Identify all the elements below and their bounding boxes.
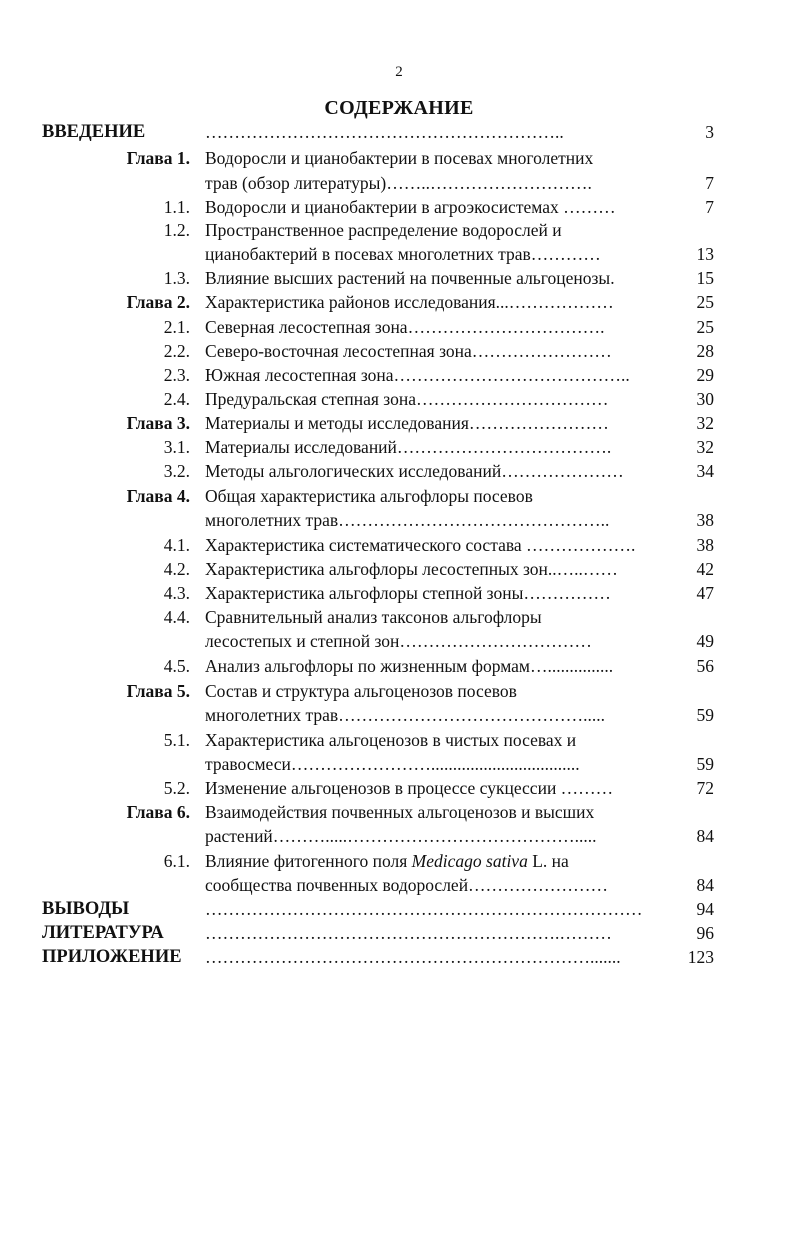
toc-s44-title: Сравнительный анализ таксонов альгофлоры bbox=[205, 607, 542, 627]
toc-s51-number: 5.1. bbox=[163, 730, 190, 750]
toc-ch3-number: Глава 3. bbox=[126, 413, 190, 433]
toc-ch5-number: Глава 5. bbox=[126, 681, 190, 701]
toc-s61-title-pre: Влияние фитогенного поля bbox=[205, 851, 412, 871]
toc-s44-number: 4.4. bbox=[163, 607, 190, 627]
toc-appendix-label: ПРИЛОЖЕНИЕ bbox=[42, 947, 182, 967]
toc-s21-title: Северная лесостепная зона……………………………. bbox=[205, 317, 605, 337]
toc-ch4-page: 38 bbox=[696, 510, 714, 530]
toc-s42-page: 42 bbox=[696, 559, 714, 579]
toc-s13-page: 15 bbox=[696, 268, 714, 288]
toc-literature-dots: …………………………………………………….……… bbox=[205, 923, 612, 943]
toc-s22-number: 2.2. bbox=[163, 341, 190, 361]
toc-s61-title bbox=[205, 850, 569, 872]
toc-s24-title: Предуральская степная зона…………………………… bbox=[205, 389, 609, 409]
toc-conclusions-dots: ………………………………………………………………… bbox=[205, 899, 643, 919]
toc-s51-title-cont: травосмеси…………………….................................. bbox=[205, 754, 580, 774]
toc-appendix-page: 123 bbox=[687, 947, 714, 967]
toc-s21-number: 2.1. bbox=[163, 317, 190, 337]
toc-ch3-page: 32 bbox=[696, 413, 714, 433]
toc-s12-title-cont: цианобактерий в посевах многолетних трав………… bbox=[205, 244, 601, 264]
toc-s51-page: 59 bbox=[696, 754, 714, 774]
toc-s41-page: 38 bbox=[696, 535, 714, 555]
toc-ch3-title: Материалы и методы исследования…………………… bbox=[205, 413, 609, 433]
toc-s23-title: Южная лесостепная зона………………………………….. bbox=[205, 365, 630, 385]
toc-s22-page: 28 bbox=[696, 341, 714, 361]
toc-s43-page: 47 bbox=[696, 583, 714, 603]
toc-s41-number: 4.1. bbox=[163, 535, 190, 555]
toc-s24-number: 2.4. bbox=[163, 389, 190, 409]
toc-s21-page: 25 bbox=[696, 317, 714, 337]
toc-s45-number: 4.5. bbox=[163, 656, 190, 676]
toc-s45-title: Анализ альгофлоры по жизненным формам…............... bbox=[205, 656, 614, 676]
toc-s32-title: Методы альгологических исследований………………… bbox=[205, 461, 624, 481]
toc-s11-number: 1.1. bbox=[163, 197, 190, 217]
toc-ch6-page: 84 bbox=[696, 826, 714, 846]
toc-s31-number: 3.1. bbox=[163, 437, 190, 457]
toc-s42-title: Характеристика альгофлоры лесостепных зон..…..…… bbox=[205, 559, 618, 579]
toc-ch1-title-cont: трав (обзор литературы)……..………………………. bbox=[205, 173, 592, 193]
toc-appendix-dots: …………………………………………………………....... bbox=[205, 947, 621, 967]
toc-s61-page: 84 bbox=[696, 875, 714, 895]
toc-s24-page: 30 bbox=[696, 389, 714, 409]
toc-s11-page: 7 bbox=[705, 197, 714, 217]
toc-ch5-title: Состав и структура альгоценозов посевов bbox=[205, 681, 517, 701]
toc-s44-page: 49 bbox=[696, 631, 714, 651]
toc-ch4-title-cont: многолетних трав……………………………………….. bbox=[205, 510, 610, 530]
toc-s11-title: Водоросли и цианобактерии в агроэкосистемах ……… bbox=[205, 197, 616, 217]
toc-ch1-page: 7 bbox=[705, 173, 714, 193]
toc-s13-number: 1.3. bbox=[163, 268, 190, 288]
toc-ch1-title: Водоросли и цианобактерии в посевах многолетних bbox=[205, 148, 594, 168]
toc-s31-page: 32 bbox=[696, 437, 714, 457]
toc-s32-page: 34 bbox=[696, 461, 714, 481]
toc-s31-title: Материалы исследований………………………………. bbox=[205, 437, 612, 457]
toc-s23-page: 29 bbox=[696, 365, 714, 385]
toc-s52-number: 5.2. bbox=[163, 778, 190, 798]
page-title: СОДЕРЖАНИЕ bbox=[324, 97, 474, 119]
toc-ch5-page: 59 bbox=[696, 705, 714, 725]
toc-s43-number: 4.3. bbox=[163, 583, 190, 603]
toc-intro-dots: …………………………………………………….. bbox=[205, 122, 564, 142]
toc-literature-page: 96 bbox=[696, 923, 714, 943]
toc-s51-title: Характеристика альгоценозов в чистых посевах и bbox=[205, 730, 577, 750]
toc-s12-number: 1.2. bbox=[163, 220, 190, 240]
toc-ch2-number: Глава 2. bbox=[126, 292, 190, 312]
toc-literature-label: ЛИТЕРАТУРА bbox=[42, 923, 164, 943]
toc-ch6-title-cont: растений……….....…………………………………..... bbox=[205, 826, 597, 846]
toc-ch2-title: Характеристика районов исследования...……………… bbox=[205, 292, 614, 312]
toc-intro-label: ВВЕДЕНИЕ bbox=[42, 122, 146, 142]
toc-ch2-page: 25 bbox=[696, 292, 714, 312]
toc-conclusions-page: 94 bbox=[696, 899, 714, 919]
toc-s13-title: Влияние высших растений на почвенные альгоценозы. bbox=[205, 268, 615, 288]
toc-s32-number: 3.2. bbox=[163, 461, 190, 481]
toc-s61-number: 6.1. bbox=[163, 851, 190, 871]
toc-s41-title: Характеристика систематического состава ………………. bbox=[205, 535, 636, 555]
toc-s61-species: Medicago sativa bbox=[411, 851, 528, 871]
toc-s43-title: Характеристика альгофлоры степной зоны…………… bbox=[205, 583, 611, 603]
toc-intro-page: 3 bbox=[705, 122, 714, 142]
toc-s45-page: 56 bbox=[696, 656, 714, 676]
toc-s12-title: Пространственное распределение водорослей и bbox=[205, 220, 562, 240]
toc-s52-page: 72 bbox=[696, 778, 714, 798]
toc-s42-number: 4.2. bbox=[163, 559, 190, 579]
toc-s23-number: 2.3. bbox=[163, 365, 190, 385]
toc-ch6-number: Глава 6. bbox=[126, 802, 190, 822]
toc-s44-title-cont: лесостепых и степной зон…………………………… bbox=[205, 631, 592, 651]
toc-ch4-title: Общая характеристика альгофлоры посевов bbox=[205, 486, 533, 506]
toc-s52-title: Изменение альгоценозов в процессе сукцессии ……… bbox=[205, 778, 614, 798]
page-number: 2 bbox=[395, 64, 403, 80]
toc-s61-title-post: L. на bbox=[527, 851, 569, 871]
toc-s61-title-cont: сообщества почвенных водорослей…………………… bbox=[205, 875, 609, 895]
toc-s22-title: Северо-восточная лесостепная зона…………………… bbox=[205, 341, 612, 361]
toc-ch6-title: Взаимодействия почвенных альгоценозов и высших bbox=[205, 802, 595, 822]
toc-ch4-number: Глава 4. bbox=[126, 486, 190, 506]
toc-ch1-number: Глава 1. bbox=[126, 148, 190, 168]
toc-s12-page: 13 bbox=[696, 244, 714, 264]
toc-ch5-title-cont: многолетних трав……………………………………..... bbox=[205, 705, 605, 725]
toc-conclusions-label: ВЫВОДЫ bbox=[42, 899, 130, 919]
